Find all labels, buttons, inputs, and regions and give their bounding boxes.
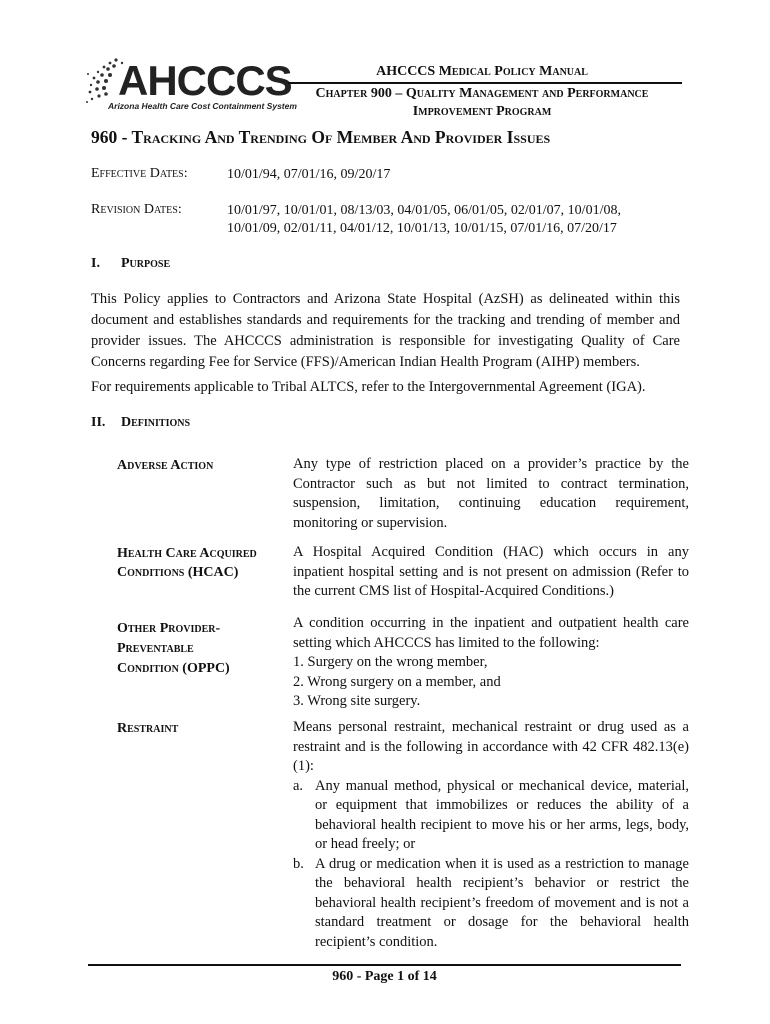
effective-dates-label: Effective Dates:	[91, 166, 188, 181]
revision-dates-line2: 10/01/09, 02/01/11, 04/01/12, 10/01/13, 10/01/15, 07/01/16, 07/20/17	[227, 221, 617, 236]
definition-oppc	[293, 614, 689, 712]
revision-dates-line1: 10/01/97, 10/01/01, 08/13/03, 04/01/05, 06/01/05, 02/01/07, 10/01/08,	[227, 203, 621, 218]
list-item: 1. Surgery on the wrong member,	[293, 654, 488, 670]
page-number: 960 - Page 1 of 14	[332, 969, 437, 984]
section-purpose-heading	[91, 256, 170, 272]
revision-dates-value	[227, 202, 667, 238]
term-line: Other Provider-	[117, 621, 221, 636]
list-marker: a.	[293, 777, 304, 794]
footer-rule	[88, 964, 681, 966]
list-item	[293, 855, 689, 953]
list-item: 3. Wrong site surgery.	[293, 693, 421, 709]
definition-restraint	[293, 718, 689, 952]
term-line: Conditions (HCAC)	[117, 565, 239, 580]
definition-adverse-action: Any type of restriction placed on a provider’s practice by the Contractor such as but not limited to contract termination, suspension, limitation, continuing education requirement, monitoring or supervision.	[293, 456, 689, 531]
logo-subtitle: Arizona Health Care Cost Containment System	[108, 101, 297, 111]
revision-dates-label: Revision Dates:	[91, 202, 182, 217]
term-line: Preventable	[117, 641, 194, 656]
term-oppc	[117, 619, 287, 679]
effective-dates-value: 10/01/94, 07/01/16, 09/20/17	[227, 167, 391, 182]
section-title: Purpose	[121, 256, 171, 271]
list-item: 2. Wrong surgery on a member, and	[293, 673, 501, 690]
term-hcac	[117, 544, 287, 582]
chapter-title-line1: Chapter 900 – Quality Management and Performance	[315, 86, 649, 101]
definition-hcac: A Hospital Acquired Condition (HAC) which occurs in any inpatient hospital setting and is not present on admission (Refer to the current CMS list of Hospital-Acquired Conditions.)	[293, 544, 689, 599]
logo-wordmark: AHCCCS	[118, 57, 292, 104]
list-item-text: Any manual method, physical or mechanical device, material, or equipment that immobilizes or reduces the ability of a behavioral health recipient to move his or her arms, legs, body, or head freely; or	[315, 777, 689, 852]
chapter-title-line2: Improvement Program	[412, 104, 552, 119]
term-adverse-action: Adverse Action	[117, 458, 214, 473]
section-number: I.	[91, 256, 100, 271]
list-item	[293, 777, 689, 855]
list-marker: b.	[293, 855, 304, 872]
section-title: Definitions	[121, 415, 191, 430]
term-restraint: Restraint	[117, 721, 179, 736]
list-item-text: A drug or medication when it is used as a restriction to manage the behavioral health recipient’s behavior or restrict the behavioral health recipient’s freedom of movement and is not a standard treatment or dosage for the behavioral health recipient’s condition.	[315, 855, 689, 950]
section-number: II.	[91, 415, 106, 430]
tribal-altcs-paragraph: For requirements applicable to Tribal ALTCS, refer to the Intergovernmental Agreement (IGA).	[91, 379, 646, 395]
restraint-list	[293, 777, 689, 953]
manual-title: AHCCCS Medical Policy Manual	[376, 64, 588, 79]
definition-intro: A condition occurring in the inpatient and outpatient health care setting which AHCCCS has limited to the following:	[293, 615, 689, 651]
term-line: Health Care Acquired	[117, 546, 257, 561]
section-definitions-heading	[91, 415, 190, 431]
term-line: Condition (OPPC)	[117, 661, 230, 676]
definition-intro: Means personal restraint, mechanical restraint or drug used as a restraint and is the following in accordance with 42 CFR 482.13(e)(1):	[293, 719, 689, 774]
header-rule	[288, 82, 682, 84]
policy-title: 960 - Tracking And Trending Of Member And Provider Issues	[91, 127, 551, 147]
oppc-list	[293, 653, 689, 712]
purpose-paragraph: This Policy applies to Contractors and Arizona State Hospital (AzSH) as delineated within this document and establishes standards and requirements for the tracking and trending of member and provider issues. The AHCCCS administration is responsible for investigating Quality of Care Concerns regarding Fee for Service (FFS)/American Indian Health Program (AIHP) members.	[91, 291, 680, 370]
